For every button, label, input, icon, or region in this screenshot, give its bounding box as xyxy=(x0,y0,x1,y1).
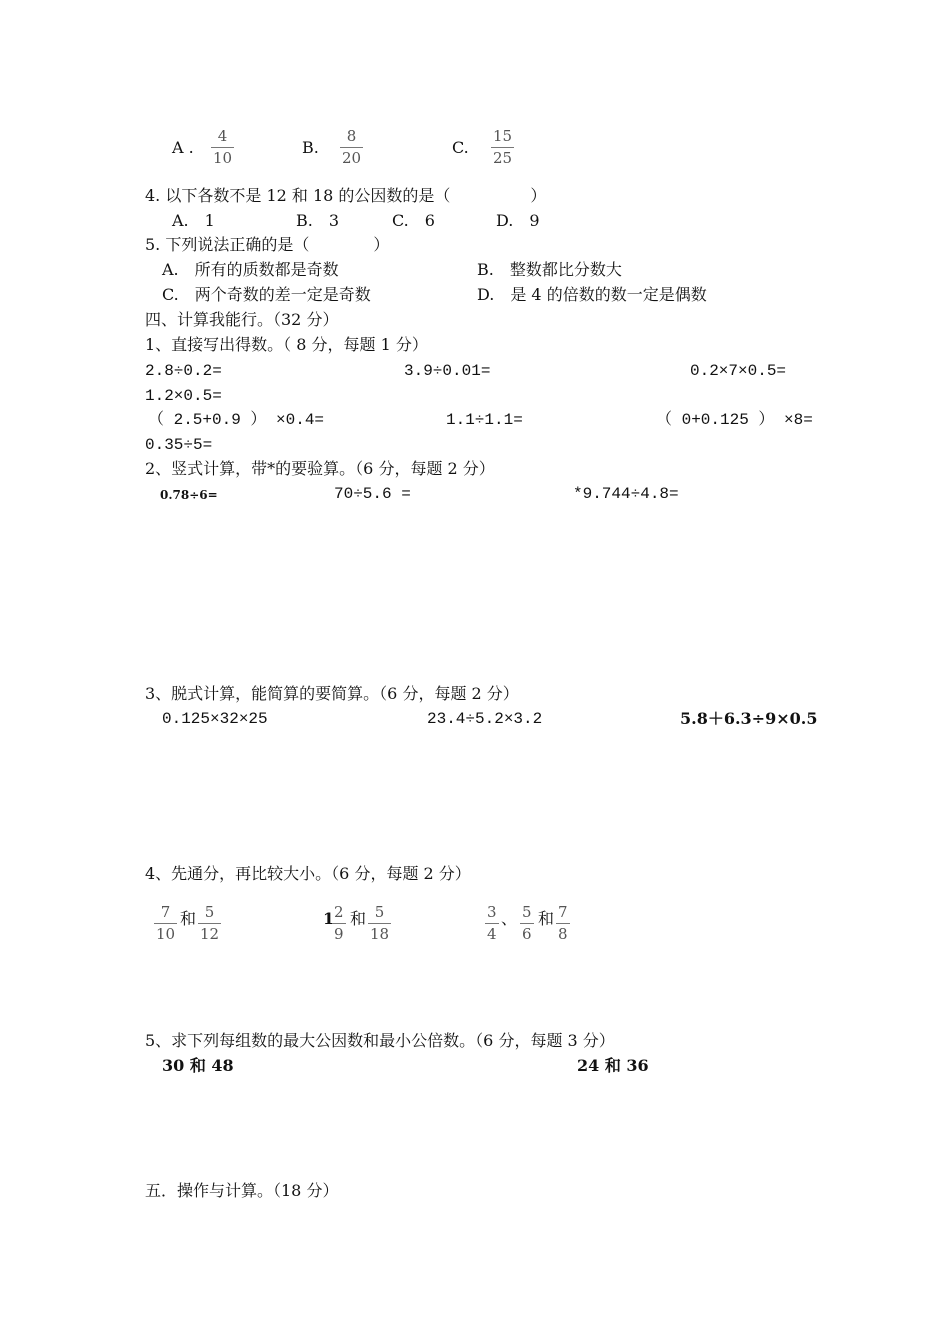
and-word: 和 xyxy=(180,909,197,928)
section4-title: 四、计算我能行。（32 分） xyxy=(145,310,339,329)
fraction-bar xyxy=(520,923,534,924)
denominator: 10 xyxy=(213,149,233,167)
vertical-calc-item: 0.78÷6= xyxy=(160,488,218,502)
fraction-bar xyxy=(491,147,514,148)
part5-title: 5、求下列每组数的最大公因数和最小公倍数。（6 分，每题 3 分） xyxy=(145,1031,615,1050)
part3-title: 3、脱式计算，能简算的要简算。（6 分，每题 2 分） xyxy=(145,684,519,703)
q3-option-c-fraction xyxy=(491,128,514,167)
fraction-bar xyxy=(485,923,499,924)
stepwise-calc-item: 23.4÷5.2×3.2 xyxy=(427,710,543,728)
vertical-calc-item: 70÷5.6 = xyxy=(334,485,411,503)
part4-title: 4、先通分，再比较大小。（6 分，每题 2 分） xyxy=(145,864,471,883)
q3-option-c-label: C. xyxy=(452,138,469,157)
gcd-lcm-item: 24 和 36 xyxy=(577,1056,649,1075)
calc-item: 1.2×0.5= xyxy=(145,387,222,405)
q3-option-a-fraction xyxy=(211,128,234,167)
q4-option-c: C. 6 xyxy=(392,211,435,230)
calc-item: 0.2×7×0.5= xyxy=(690,362,787,380)
numerator: 4 xyxy=(217,127,228,145)
q3-option-a-label: A . xyxy=(172,138,194,157)
fraction xyxy=(198,904,221,943)
numerator: 5 xyxy=(522,903,532,921)
numerator: 5 xyxy=(204,903,215,921)
denominator: 9 xyxy=(334,925,344,943)
part2-title: 2、竖式计算，带*的要验算。（6 分，每题 2 分） xyxy=(145,459,495,478)
denominator: 20 xyxy=(342,149,362,167)
q4-stem: 4. 以下各数不是 12 和 18 的公因数的是（ ） xyxy=(145,186,547,205)
numerator: 7 xyxy=(558,903,568,921)
calc-item: 0.35÷5= xyxy=(145,436,213,454)
calc-item: 2.8÷0.2= xyxy=(145,362,222,380)
q4-option-b: B. 3 xyxy=(296,211,340,230)
mixed-number-whole: 1 xyxy=(323,909,335,928)
denominator: 8 xyxy=(558,925,568,943)
numerator: 3 xyxy=(487,903,497,921)
separator: 、 xyxy=(501,909,518,928)
fraction xyxy=(520,904,534,943)
and-word: 和 xyxy=(350,909,367,928)
q5-option-d: D. 是 4 的倍数的数一定是偶数 xyxy=(477,285,707,304)
fraction xyxy=(332,904,346,943)
fraction-bar xyxy=(332,923,346,924)
denominator: 18 xyxy=(370,925,390,943)
fraction xyxy=(556,904,570,943)
denominator: 12 xyxy=(200,925,220,943)
fraction-bar xyxy=(368,923,391,924)
calc-item: （ 0+0.125 ） ×8= xyxy=(656,411,813,429)
stepwise-calc-item: 0.125×32×25 xyxy=(162,710,268,728)
fraction-bar xyxy=(154,923,177,924)
fraction-bar xyxy=(340,147,363,148)
q5-option-a: A. 所有的质数都是奇数 xyxy=(162,260,339,279)
numerator: 8 xyxy=(346,127,357,145)
fraction xyxy=(485,904,499,943)
part1-title: 1、直接写出得数。（ 8 分，每题 1 分） xyxy=(145,335,428,354)
q5-option-c: C. 两个奇数的差一定是奇数 xyxy=(162,285,371,304)
stepwise-calc-item: 5.8＋6.3÷9×0.5 xyxy=(680,709,818,728)
section5-title: 五．操作与计算。（18 分） xyxy=(145,1181,339,1200)
q5-option-b: B. 整数都比分数大 xyxy=(477,260,622,279)
denominator: 4 xyxy=(487,925,497,943)
gcd-lcm-item: 30 和 48 xyxy=(162,1056,234,1075)
numerator: 15 xyxy=(493,127,513,145)
calc-item: （ 2.5+0.9 ） ×0.4= xyxy=(148,411,325,429)
q3-option-b-fraction xyxy=(340,128,363,167)
numerator: 5 xyxy=(374,903,385,921)
denominator: 10 xyxy=(156,925,176,943)
numerator: 2 xyxy=(334,903,344,921)
fraction-bar xyxy=(556,923,570,924)
fraction xyxy=(154,904,177,943)
fraction-bar xyxy=(211,147,234,148)
q4-option-d: D. 9 xyxy=(496,211,540,230)
denominator: 25 xyxy=(493,149,513,167)
fraction xyxy=(368,904,391,943)
numerator: 7 xyxy=(160,903,171,921)
and-word: 和 xyxy=(538,909,555,928)
calc-item: 3.9÷0.01= xyxy=(404,362,491,380)
q4-option-a: A. 1 xyxy=(172,211,215,230)
vertical-calc-item: *9.744÷4.8= xyxy=(573,485,679,503)
fraction-bar xyxy=(198,923,221,924)
q5-stem: 5. 下列说法正确的是（ ） xyxy=(145,235,390,254)
calc-item: 1.1÷1.1= xyxy=(446,411,523,429)
q3-option-b-label: B. xyxy=(302,138,319,157)
denominator: 6 xyxy=(522,925,532,943)
